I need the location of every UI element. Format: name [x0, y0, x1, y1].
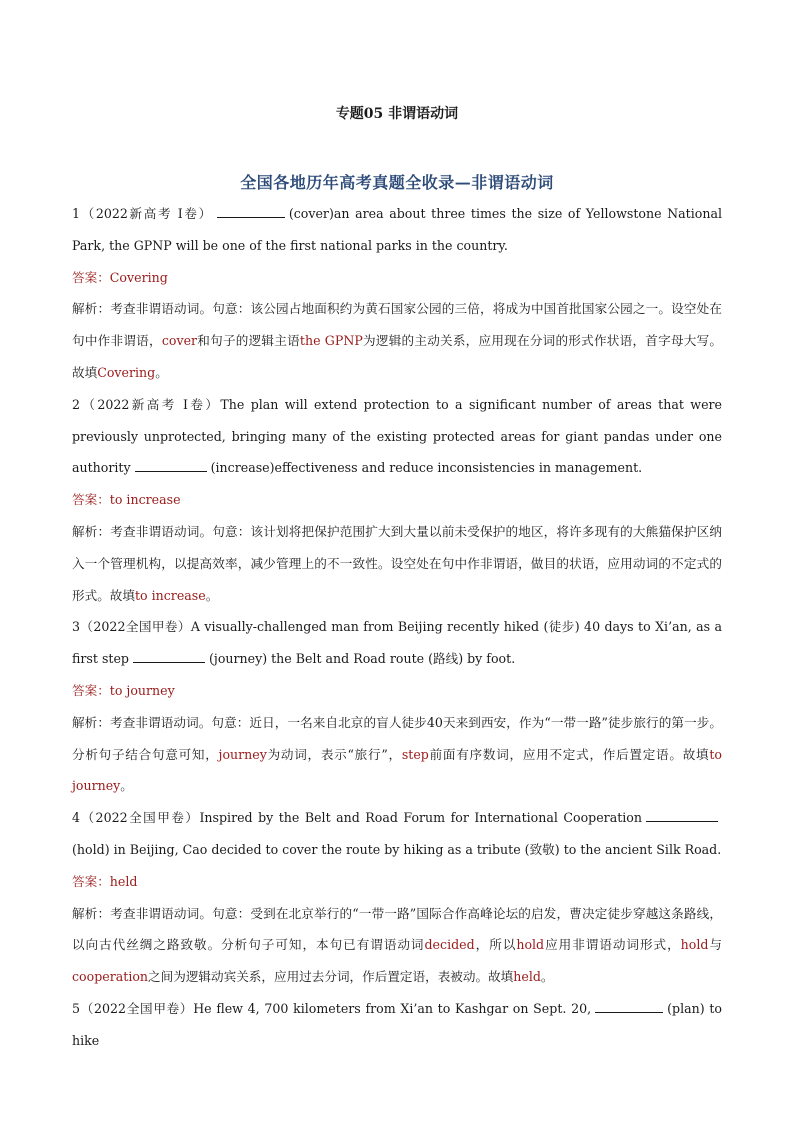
- explain-term: Covering: [97, 364, 156, 380]
- explain-text: 和句子的逻辑主语: [197, 333, 300, 349]
- question-3-stem: [72, 611, 722, 675]
- question-4-explanation: [72, 898, 722, 993]
- question-5-number: 5（2022全国甲卷）: [72, 1000, 194, 1016]
- answer-label: 答案：: [72, 873, 110, 889]
- question-1-hint: (cover)an area about three times the size of Yellowstone National Park, the GPNP will be one of the first national parks in the country.: [72, 206, 722, 253]
- explain-term: the GPNP: [299, 333, 363, 349]
- section-heading: 全国各地历年高考真题全收录—非谓语动词: [240, 173, 554, 192]
- explain-term: step: [401, 746, 429, 762]
- explain-term: hold: [516, 937, 545, 953]
- explain-text: 。: [155, 364, 168, 380]
- question-4-hint: (hold) in Beijing, Cao decided to cover the route by hiking as a tribute (致敬) to the ancient Silk Road.: [72, 841, 722, 857]
- explain-label: 解析：: [72, 301, 111, 317]
- question-3-explanation: [72, 707, 722, 802]
- question-3-hint: (journey) the Belt and Road route (路线) by foot.: [209, 651, 516, 667]
- question-4-answer: [72, 866, 722, 898]
- explain-label: 解析：: [72, 523, 111, 539]
- question-3-answer-value: to journey: [109, 682, 175, 698]
- explain-text: 为逻辑的主动关系，应用现在分词的形式作状语，首字母大写。故填: [72, 333, 723, 380]
- explain-term: hold: [680, 937, 709, 953]
- explain-text: 与: [708, 937, 723, 953]
- question-list: [72, 198, 722, 1057]
- question-2-stem: [72, 389, 722, 484]
- explain-text: 。: [205, 587, 219, 603]
- question-4-blank[interactable]: [646, 807, 718, 822]
- explain-text: 考查非谓语动词。句意：受到在北京举行的“一带一路”国际合作高峰论坛的启发，曹决定徒步穿越这条路线，以向古代丝绸之路致敬。分析句子可知，本句已有谓语动词: [72, 905, 722, 953]
- explain-text: 。: [540, 969, 554, 985]
- question-4-answer-value: held: [109, 873, 138, 889]
- explain-term: held: [513, 969, 541, 985]
- answer-label: 答案：: [72, 492, 110, 508]
- question-2-blank[interactable]: [135, 457, 207, 472]
- question-2-answer: [72, 484, 722, 516]
- explain-term: to increase: [134, 587, 206, 603]
- answer-label: 答案：: [72, 269, 110, 285]
- question-4-number: 4（2022全国甲卷）: [72, 810, 200, 826]
- explain-text: 为动词，表示“旅行”，: [266, 746, 402, 762]
- question-1-answer: [72, 262, 722, 294]
- explain-text: 。: [120, 778, 133, 794]
- explain-text: 前面有序数词，应用不定式，作后置定语。故填: [428, 746, 710, 762]
- question-3-text: A visually-challenged man from Beijing recently hiked (徒步) 40 days to Xi’an, as a first step: [72, 619, 722, 667]
- question-2-number: 2（2022新高考 I卷）: [72, 396, 221, 412]
- question-5-text: He flew 4, 700 kilometers from Xi’an to Kashgar on Sept. 20,: [193, 1000, 592, 1016]
- question-2-explanation: [72, 516, 722, 611]
- question-5-stem: [72, 993, 722, 1057]
- question-2-text: The plan will extend protection to a significant number of areas that were previously unprotected, bringing many of the existing protected areas for giant pandas under one authority: [72, 396, 722, 476]
- question-2-hint: (increase)effectiveness and reduce inconsistencies in management.: [210, 460, 643, 476]
- question-1-explanation: [72, 293, 722, 388]
- explain-label: 解析：: [72, 905, 111, 921]
- explain-text: 考查非谓语动词。句意：该计划将把保护范围扩大到大量以前未受保护的地区，将许多现有的大熊猫保护区纳入一个管理机构，以提高效率，减少管理上的不一致性。设空处在句中作非谓语，做目的状语，应用动词的不定式的形式。故填: [72, 523, 723, 603]
- explain-text: 考查非谓语动词。句意：近日，一名来自北京的盲人徒步40天来到西安，作为“一带一路”徒步旅行的第一步。分析句子结合句意可知，: [72, 714, 723, 762]
- question-1-answer-value: Covering: [109, 269, 168, 285]
- question-3-answer: [72, 675, 722, 707]
- explain-label: 解析：: [72, 714, 111, 730]
- question-2-answer-value: to increase: [109, 492, 181, 508]
- explain-term: cooperation: [72, 969, 149, 985]
- question-3-blank[interactable]: [133, 648, 205, 663]
- question-1-number: 1（2022新高考 I卷）: [72, 206, 213, 221]
- question-4-text: Inspired by the Belt and Road Forum for International Cooperation: [199, 810, 642, 826]
- question-5-hint: (plan) to hike: [72, 1000, 722, 1048]
- explain-text: 之间为逻辑动宾关系，应用过去分词，作后置定语，表被动。故填: [148, 969, 514, 985]
- question-3-number: 3（2022全国甲卷）: [72, 619, 191, 635]
- explain-text: 应用非谓语动词形式，: [544, 937, 681, 953]
- explain-term: decided: [424, 937, 475, 953]
- question-1-blank[interactable]: [217, 203, 285, 218]
- question-1-stem: [72, 198, 722, 262]
- explain-text: 考查非谓语动词。句意：该公园占地面积约为黄石国家公园的三倍，将成为中国首批国家公园之一。设空处在句中作非谓语，: [72, 301, 723, 349]
- answer-label: 答案：: [72, 682, 110, 698]
- document-title: 专题05 非谓语动词: [335, 106, 459, 122]
- explain-text: ，所以: [474, 937, 517, 953]
- explain-term: journey: [218, 746, 267, 762]
- question-4-stem: [72, 802, 722, 866]
- question-5-blank[interactable]: [595, 998, 663, 1013]
- explain-term: to journey: [72, 746, 723, 794]
- explain-term: cover: [161, 333, 198, 349]
